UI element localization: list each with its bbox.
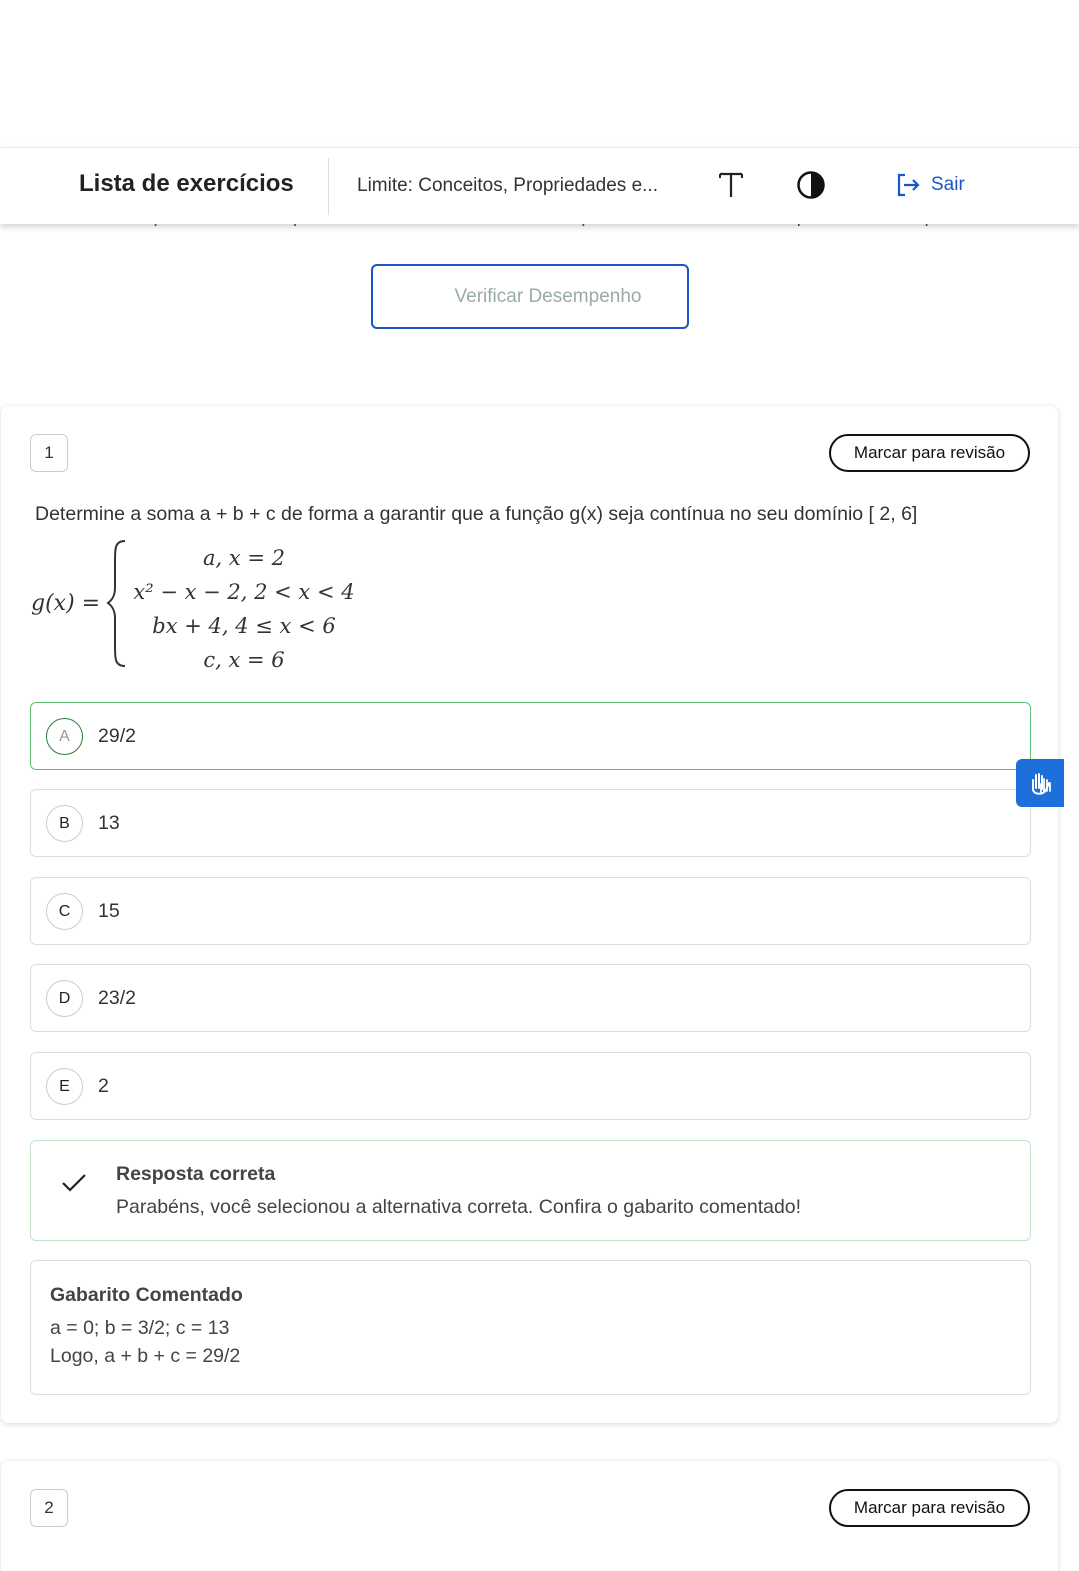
answer-explanation (30, 1260, 1031, 1395)
exercise-list-subtitle: Limite: Conceitos, Propriedades e... (357, 175, 658, 196)
formula-case-4: c, x = 6 (203, 648, 285, 672)
checkmark-icon (61, 1173, 87, 1198)
question-number: 2 (30, 1489, 68, 1527)
header-divider (328, 158, 329, 215)
formula-case-3: bx + 4, 4 ≤ x < 6 (152, 614, 336, 638)
verify-performance-button[interactable]: Verificar Desempenho (371, 264, 689, 329)
option-text: 2 (98, 1075, 109, 1097)
feedback-text: Parabéns, você selecionou a alternativa correta. Confira o gabarito comentado! (116, 1196, 802, 1218)
option-text: 13 (98, 812, 120, 834)
option-letter: B (46, 805, 83, 842)
mark-for-review-button[interactable]: Marcar para revisão (829, 1489, 1030, 1527)
option-text: 23/2 (98, 987, 136, 1009)
explanation-title: Gabarito Comentado (50, 1284, 243, 1306)
option-e[interactable] (30, 1052, 1031, 1120)
option-text: 15 (98, 900, 120, 922)
explanation-line: Logo, a + b + c = 29/2 (50, 1345, 241, 1367)
logout-button[interactable] (895, 172, 965, 198)
answer-feedback (30, 1140, 1031, 1241)
option-c[interactable] (30, 877, 1031, 945)
formula-lhs: g(x) = (31, 591, 101, 616)
piecewise-formula (31, 536, 371, 677)
option-letter: A (46, 718, 83, 755)
question-number: 1 (30, 434, 68, 472)
question-card (1, 406, 1058, 1423)
question-card (1, 1461, 1058, 1571)
option-text: 29/2 (98, 725, 136, 747)
contrast-icon[interactable] (794, 168, 828, 202)
option-a[interactable] (30, 702, 1031, 770)
logout-icon (895, 172, 921, 198)
option-letter: D (46, 980, 83, 1017)
page-title: Lista de exercícios (79, 170, 294, 197)
formula-case-1: a, x = 2 (202, 546, 286, 570)
option-letter: E (46, 1068, 83, 1105)
mark-for-review-button[interactable]: Marcar para revisão (829, 434, 1030, 472)
option-letter: C (46, 893, 83, 930)
feedback-title: Resposta correta (116, 1163, 276, 1185)
top-header (0, 147, 1079, 224)
text-size-icon[interactable] (714, 168, 748, 202)
sign-language-icon[interactable] (1016, 759, 1064, 807)
option-b[interactable] (30, 789, 1031, 857)
explanation-line: a = 0; b = 3/2; c = 13 (50, 1317, 230, 1339)
question-text: Determine a soma a + b + c de forma a garantir que a função g(x) seja contínua no seu domínio [ 2, 6] (35, 503, 918, 525)
logout-label: Sair (931, 174, 965, 195)
formula-case-2: x² − x − 2, 2 < x < 4 (133, 580, 355, 604)
option-d[interactable] (30, 964, 1031, 1032)
